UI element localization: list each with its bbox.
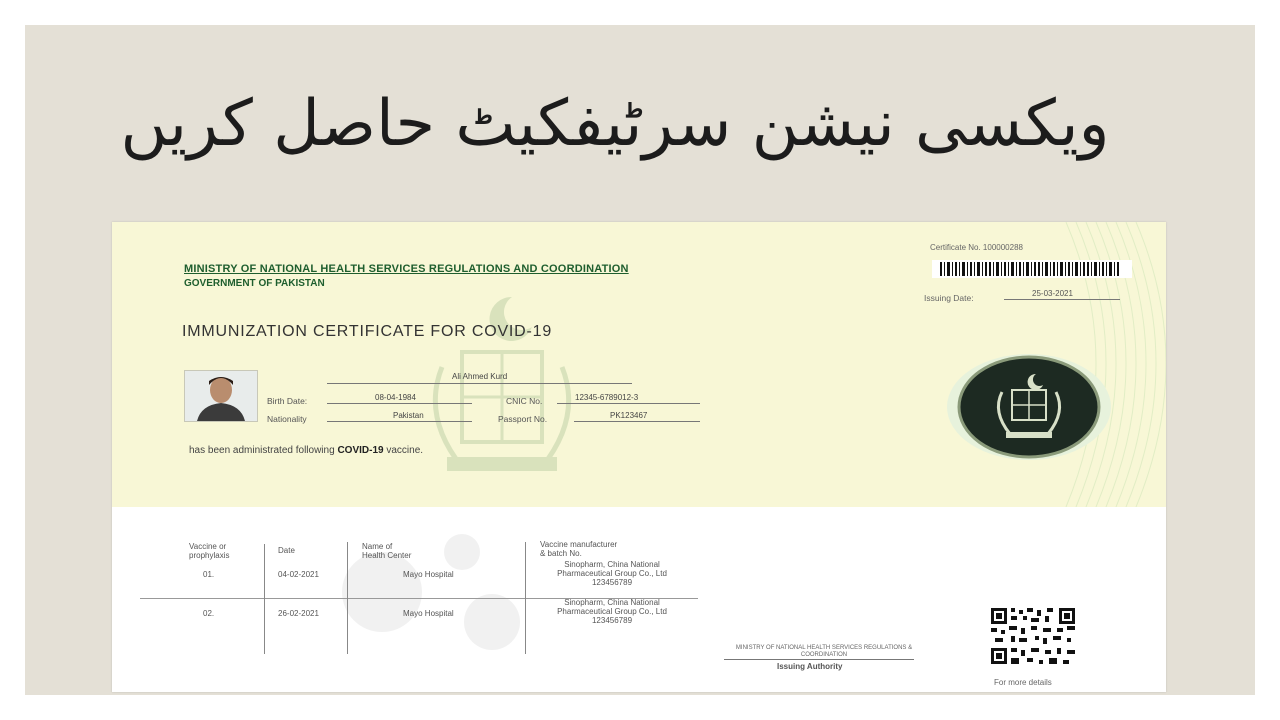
cnic-value: 12345-6789012-3 (575, 393, 639, 402)
header-manufacturer: Vaccine manufacturer & batch No. (540, 540, 618, 558)
barcode-icon (932, 260, 1132, 278)
column-divider (347, 542, 348, 654)
watermark-emblem-icon (402, 277, 602, 487)
issuing-authority-label: Issuing Authority (777, 662, 843, 671)
holder-photo (184, 370, 258, 422)
issuing-date-label: Issuing Date: (924, 293, 974, 303)
row2-number: 02. (203, 609, 215, 618)
certificate-title: IMMUNIZATION CERTIFICATE FOR COVID-19 (182, 323, 553, 340)
passport-line (574, 421, 700, 422)
name-line (327, 383, 632, 384)
certificate-number-label: Certificate No. (930, 243, 981, 252)
row2-date: 26-02-2021 (278, 609, 319, 618)
admin-vaccine: COVID-19 (337, 445, 384, 456)
issuing-date-line (1004, 299, 1120, 300)
header-center: Name of Health Center (362, 542, 412, 560)
passport-value: PK123467 (610, 411, 648, 420)
certificate-number (930, 243, 1023, 252)
holder-name: Ali Ahmed Kurd (452, 372, 508, 381)
birth-date-value: 08-04-1984 (375, 393, 416, 402)
row2-manufacturer: Sinopharm, China National Pharmaceutical Group Co., Ltd 123456789 (557, 598, 667, 625)
ministry-title: MINISTRY OF NATIONAL HEALTH SERVICES REGULATIONS AND COORDINATION (184, 263, 629, 275)
header-vaccine: Vaccine or prophylaxis (189, 542, 230, 560)
column-divider (264, 544, 265, 654)
admin-prefix: has been administrated following (189, 445, 335, 456)
vaccination-certificate (112, 222, 1166, 692)
passport-label: Passport No. (498, 414, 548, 424)
qr-code-icon (991, 608, 1075, 664)
government-title: GOVERNMENT OF PAKISTAN (184, 278, 325, 289)
header-date: Date (278, 546, 295, 555)
column-divider (525, 542, 526, 654)
administration-statement (189, 445, 423, 456)
row1-manufacturer: Sinopharm, China National Pharmaceutical Group Co., Ltd 123456789 (557, 560, 667, 587)
issuing-date-value: 25-03-2021 (1032, 289, 1073, 298)
birth-date-line (327, 403, 472, 404)
certificate-number-value: 100000288 (982, 243, 1023, 252)
row2-center: Mayo Hospital (403, 609, 454, 618)
issuing-authority-organization: MINISTRY OF NATIONAL HEALTH SERVICES REGULATIONS & COORDINATION (735, 645, 913, 658)
row1-number: 01. (203, 570, 215, 579)
nationality-value: Pakistan (393, 411, 424, 420)
birth-date-label: Birth Date: (267, 396, 308, 406)
cnic-label: CNIC No. (506, 396, 543, 406)
admin-suffix: vaccine. (386, 445, 424, 456)
slide-heading: ویکسی نیشن سرٹیفکیٹ حاصل کریں (120, 87, 1110, 161)
government-emblem-icon (944, 352, 1114, 462)
more-details-label: For more details (994, 678, 1052, 687)
cnic-line (557, 403, 700, 404)
virus-watermark-icon (312, 522, 552, 672)
nationality-line (327, 421, 472, 422)
nationality-label: Nationality (267, 414, 307, 424)
row1-center: Mayo Hospital (403, 570, 454, 579)
signature-line (724, 659, 914, 660)
row1-date: 04-02-2021 (278, 570, 319, 579)
